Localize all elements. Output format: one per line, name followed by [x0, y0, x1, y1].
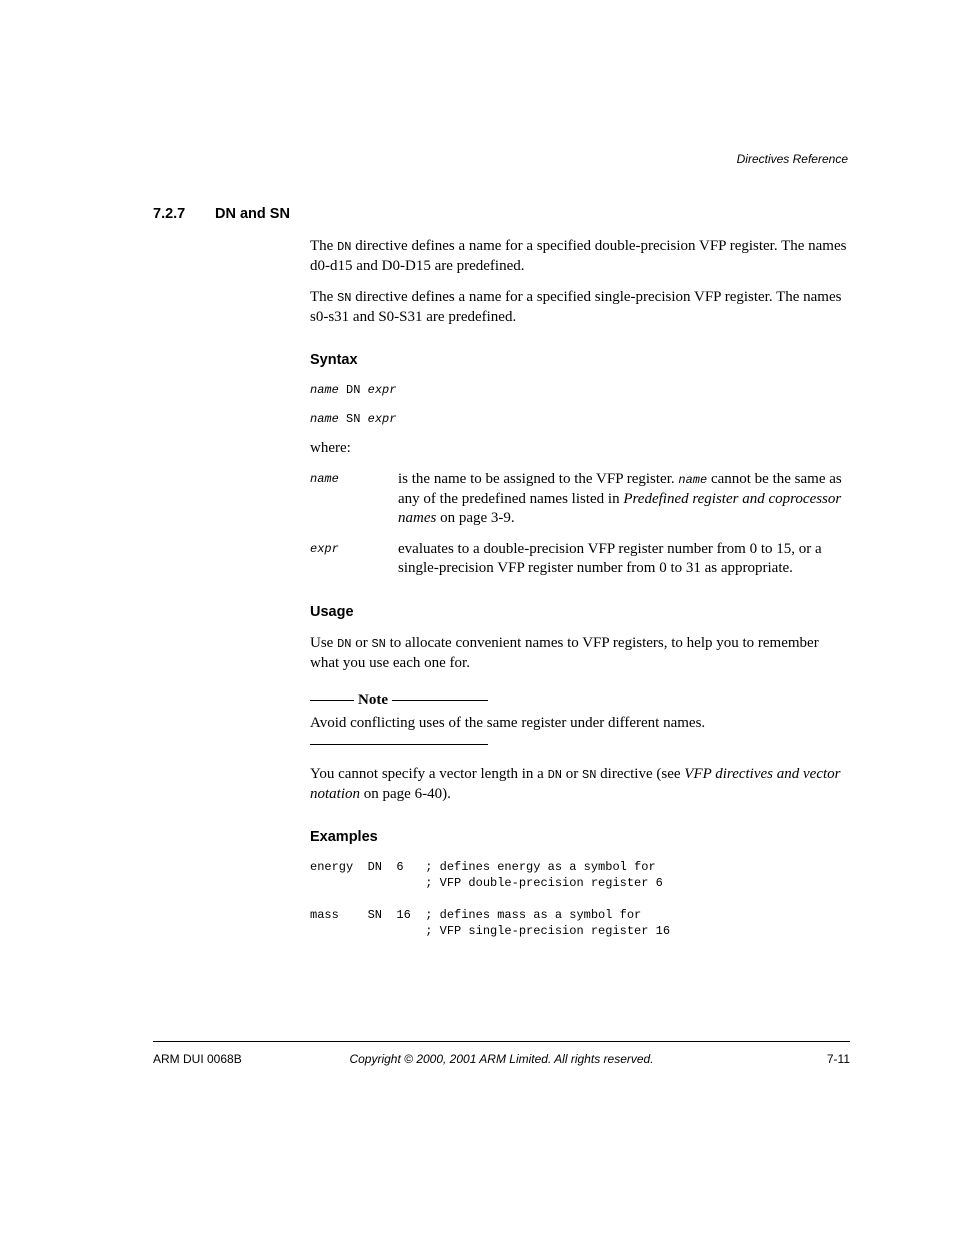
code-dn: DN — [547, 768, 562, 782]
document-id: ARM DUI 0068B — [153, 1052, 242, 1066]
text: The — [310, 238, 338, 254]
code-sn: SN — [582, 768, 597, 782]
intro-paragraph-dn — [310, 237, 850, 276]
usage-paragraph — [310, 634, 850, 673]
note-end-rule — [310, 744, 488, 745]
definition-name — [310, 470, 850, 528]
code-line: mass SN 16 ; defines mass as a symbol for — [310, 908, 642, 922]
usage-heading: Usage — [310, 604, 354, 620]
syntax-name: name — [310, 412, 339, 426]
definition-description — [398, 470, 850, 528]
section-body — [310, 237, 850, 939]
page-number: 7-11 — [826, 1052, 850, 1066]
section-number: 7.2.7 — [153, 206, 186, 222]
syntax-expr: expr — [367, 412, 397, 426]
code-line: ; VFP double-precision register 6 — [310, 876, 663, 890]
where-label: where: — [310, 440, 351, 456]
copyright: Copyright © 2000, 2001 ARM Limited. All rights reserved. — [349, 1052, 654, 1066]
cross-reference: VFP directives and vector notation — [310, 766, 841, 802]
cross-reference: Predefined register and coprocessor names — [398, 491, 842, 526]
syntax-name: name — [310, 383, 339, 397]
footer-rule — [153, 1041, 850, 1042]
text: You cannot specify a vector length in a — [310, 766, 548, 782]
text: on page 6-40). — [360, 786, 451, 802]
text: directive (see — [596, 766, 685, 782]
syntax-line-dn — [310, 382, 850, 398]
note-header — [310, 691, 488, 710]
code-example — [310, 859, 850, 939]
code-sn: SN — [371, 637, 386, 651]
note-label: Note — [358, 692, 388, 708]
code-dn: DN — [337, 240, 352, 254]
text: directive defines a name for a specified single-precision VFP register. The names s0-s31 and S0-S31 are predefined. — [310, 289, 842, 325]
note-rule-left — [310, 700, 354, 701]
syntax-heading: Syntax — [310, 352, 358, 368]
section-heading — [153, 206, 290, 222]
code-line: ; VFP single-precision register 16 — [310, 924, 671, 938]
text: or — [562, 766, 582, 782]
text: The — [310, 289, 338, 305]
syntax-line-sn — [310, 411, 850, 427]
text: is the name to be assigned to the VFP register. — [398, 471, 679, 487]
syntax-directive: DN — [346, 383, 361, 397]
definition-term: name — [310, 472, 339, 486]
note-text: Avoid conflicting uses of the same register under different names. — [310, 715, 706, 731]
note-rule-right — [392, 700, 488, 701]
text: cannot be the same as any of the predefined names listed in — [398, 471, 842, 507]
definition-expr — [310, 540, 850, 578]
code-line — [310, 891, 850, 907]
section-title: DN and SN — [215, 206, 290, 222]
running-head: Directives Reference — [736, 152, 848, 166]
text: on page 3-9. — [436, 510, 515, 526]
definition-term: expr — [310, 542, 339, 556]
text: or — [351, 635, 372, 651]
text: to allocate convenient names to VFP registers, to help you to remember what you use each one for. — [310, 635, 819, 671]
examples-heading: Examples — [310, 829, 378, 845]
code-line: energy DN 6 ; defines energy as a symbol for — [310, 860, 656, 874]
code-name: name — [678, 473, 708, 487]
definition-description: evaluates to a double-precision VFP register number from 0 to 15, or a single-precision VFP register number from 0 to 31 as appropriate. — [398, 541, 822, 576]
text: Use — [310, 635, 338, 651]
syntax-directive: SN — [346, 412, 361, 426]
code-dn: DN — [337, 637, 352, 651]
syntax-expr: expr — [367, 383, 397, 397]
code-sn: SN — [337, 291, 352, 305]
vector-length-paragraph — [310, 765, 850, 804]
intro-paragraph-sn — [310, 288, 850, 327]
text: directive defines a name for a specified double-precision VFP register. The names d0-d15 and D0-D15 are predefined. — [310, 238, 847, 274]
